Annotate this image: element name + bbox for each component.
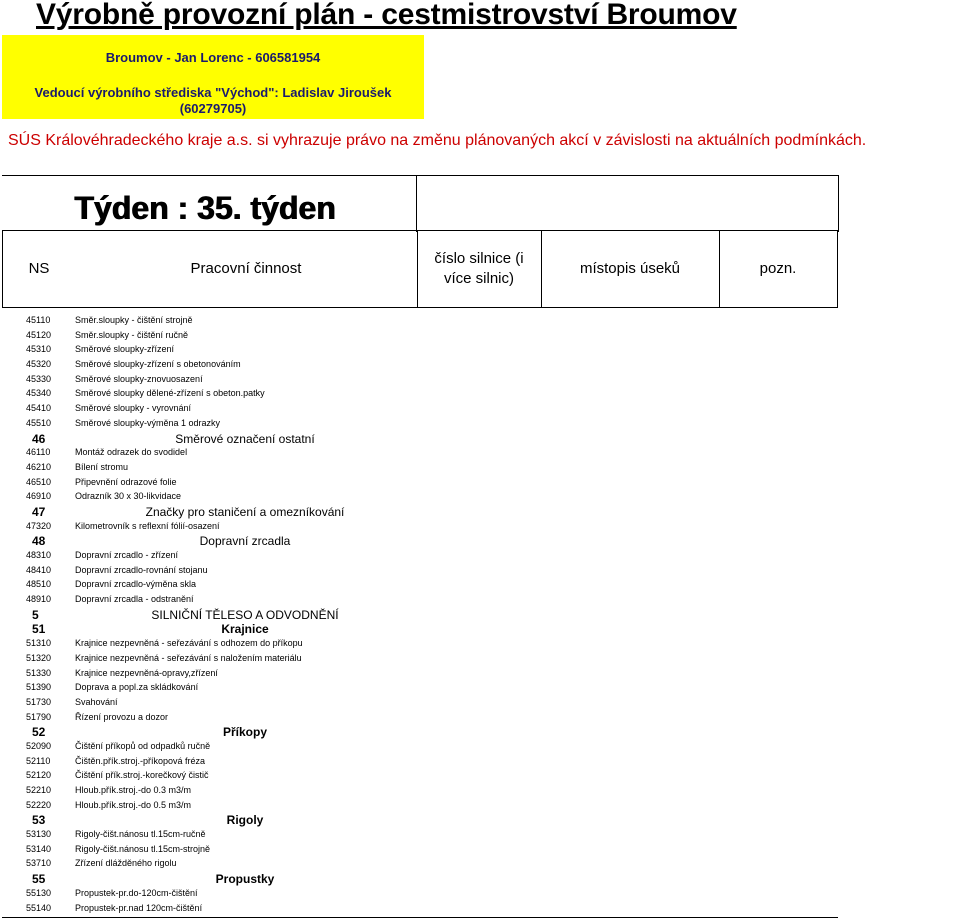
section-code: 51 [32,622,46,637]
table-row [2,842,838,857]
activity-description: Čištění příkopů od odpadků ručně [75,740,211,751]
activity-description: Dopravní zrcadlo-rovnání stojanu [75,564,208,575]
activity-description: Směrové sloupky dělené-zřízení s obeton.patky [75,388,265,399]
section-row [2,724,838,739]
activity-description: Směrové sloupky-výměna 1 odrazky [75,417,221,428]
activity-description: Montáž odrazek do svodidel [75,447,188,458]
section-code: 47 [32,504,46,519]
table-row [2,445,838,460]
table-row [2,372,838,387]
manager-phone: (60279705) [179,101,247,116]
section-row [2,607,838,622]
activity-description: Rigoly-čišt.nánosu tl.15cm-strojně [75,843,211,854]
table-row [2,519,838,534]
activity-description: Směrové sloupky-zřízení [75,344,175,355]
activity-description: Dopravní zrcadlo - zřízení [75,550,179,560]
activity-code: 45330 [26,373,52,384]
activity-code: 52110 [26,755,51,766]
activity-code: 51310 [26,638,52,649]
header-road-number: číslo silnice (i více silnic) [434,250,524,287]
table-row [2,856,838,871]
activity-description: Dopravní zrcadla - odstranění [75,594,194,605]
activity-code: 45320 [26,359,52,370]
section-title: Propustky [215,872,275,887]
section-code: 46 [32,431,46,446]
section-title: Dopravní zrcadla [199,534,291,549]
header-location: místopis úseků [579,260,681,277]
activity-code: 46510 [26,476,52,487]
activity-description: Krajnice nezpevněná-opravy,zřízení [75,667,218,678]
table-row [2,386,838,401]
section-row [2,504,838,519]
table-row [2,548,838,563]
activity-description: Doprava a popl.za skládkování [75,682,199,693]
activity-code: 46110 [26,447,51,458]
activity-code: 45310 [26,344,52,355]
activity-code: 51730 [26,696,52,707]
activity-code: 53130 [26,829,52,840]
activity-code: 48510 [26,579,52,590]
contact-info-box [2,35,424,119]
header-activity: Pracovní činnost [190,260,302,277]
section-title: Směrové označení ostatní [175,431,315,446]
table-row [2,592,838,607]
activity-description: Hloub.přík.stroj.-do 0.3 m3/m [75,785,192,795]
table-row [2,680,838,695]
activity-description: Krajnice nezpevněná - seřezávání s naložením materiálu [75,652,302,663]
section-row [2,431,838,446]
table-row [2,577,838,592]
activity-description: Směrové sloupky-zřízení s obetonováním [75,359,241,370]
activity-code: 53140 [26,843,52,854]
table-row [2,739,838,754]
section-row [2,812,838,827]
section-code: 55 [32,872,46,887]
manager-info [2,85,424,117]
section-title: SILNIČNÍ TĚLESO A ODVODNĚNÍ [151,607,339,622]
activity-code: 48410 [26,564,52,575]
activity-code: 55140 [26,902,52,913]
table-row [2,563,838,578]
activity-table [2,313,838,915]
activity-code: 46910 [26,491,52,502]
table-row [2,695,838,710]
activity-description: Bílení stromu [75,461,129,472]
activity-code: 51790 [26,711,52,722]
activity-description: Směrové sloupky - vyrovnání [75,403,192,414]
activity-code: 51330 [26,667,52,678]
activity-code: 51390 [26,682,52,693]
section-row [2,871,838,886]
activity-description: Krajnice nezpevněná - seřezávání s odhozem do příkopu [75,638,303,649]
table-row [2,636,838,651]
activity-code: 51320 [26,652,52,663]
activity-description: Kilometrovník s reflexní fólií-osazení [75,520,220,531]
section-code: 5 [32,607,39,622]
table-row [2,798,838,813]
activity-description: Čištěn.přík.stroj.-příkopová fréza [75,755,206,766]
activity-description: Připevnění odrazové folie [75,476,177,487]
table-row [2,768,838,783]
activity-code: 46210 [26,461,52,472]
section-title: Značky pro staničení a omezníkování [145,504,345,519]
activity-code: 52220 [26,799,52,810]
section-row [2,621,838,636]
table-row [2,328,838,343]
section-title: Krajnice [221,622,269,637]
activity-description: Řízení provozu a dozor [75,711,169,722]
header-ns: NS [28,260,50,277]
table-row [2,754,838,769]
table-row [2,342,838,357]
table-header [2,230,838,308]
table-row [2,901,838,916]
section-title: Rigoly [226,813,264,828]
activity-description: Dopravní zrcadlo-výměna skla [75,579,197,590]
activity-description: Zřízení dlážděného rigolu [75,858,177,869]
activity-code: 45110 [26,315,51,325]
activity-code: 52090 [26,740,52,751]
table-row [2,460,838,475]
activity-code: 48910 [26,594,52,605]
activity-code: 45120 [26,329,52,340]
manager-line: Vedoucí výrobního střediska "Východ": Ladislav Jiroušek [34,85,392,100]
page-title: Výrobně provozní plán - cestmistrovství Broumov [36,0,737,31]
table-row [2,357,838,372]
table-row [2,827,838,842]
table-row [2,666,838,681]
table-row [2,475,838,490]
activity-description: Rigoly-čišt.nánosu tl.15cm-ručně [75,829,206,840]
activity-description: Odrazník 30 x 30-likvidace [75,491,182,502]
header-note: pozn. [759,260,797,277]
week-label: Týden : 35. týden [74,190,336,226]
table-row [2,401,838,416]
section-row [2,533,838,548]
activity-description: Hloub.přík.stroj.-do 0.5 m3/m [75,799,192,810]
table-row [2,313,838,328]
table-row [2,783,838,798]
activity-code: 48310 [26,550,52,560]
activity-code: 45410 [26,403,52,414]
section-title: Příkopy [222,725,267,740]
activity-description: Směr.sloupky - čištění ručně [75,329,189,340]
activity-description: Svahování [75,696,118,707]
section-code: 53 [32,813,46,828]
activity-code: 52210 [26,785,52,795]
activity-code: 55130 [26,887,52,898]
activity-description: Propustek-pr.do-120cm-čištění [75,887,198,898]
activity-code: 47320 [26,520,52,531]
activity-description: Směrové sloupky-znovuosazení [75,373,203,384]
table-row [2,886,838,901]
activity-code: 45340 [26,388,52,399]
disclaimer-text: SÚS Královéhradeckého kraje a.s. si vyhrazuje právo na změnu plánovaných akcí v závislosti na aktuálních podmínkách. [8,132,867,149]
activity-description: Směr.sloupky - čištění strojně [75,315,193,325]
section-code: 48 [32,534,46,549]
activity-code: 52120 [26,770,52,781]
table-row [2,489,838,504]
table-row [2,651,838,666]
activity-code: 45510 [26,417,52,428]
activity-description: Propustek-pr.nad 120cm-čištění [75,902,203,913]
table-row [2,710,838,725]
activity-code: 53710 [26,858,52,869]
activity-description: Čištění přík.stroj.-korečkový čistič [75,770,209,781]
contact-line: Broumov - Jan Lorenc - 606581954 [105,50,321,65]
table-row [2,416,838,431]
section-code: 52 [32,725,46,740]
